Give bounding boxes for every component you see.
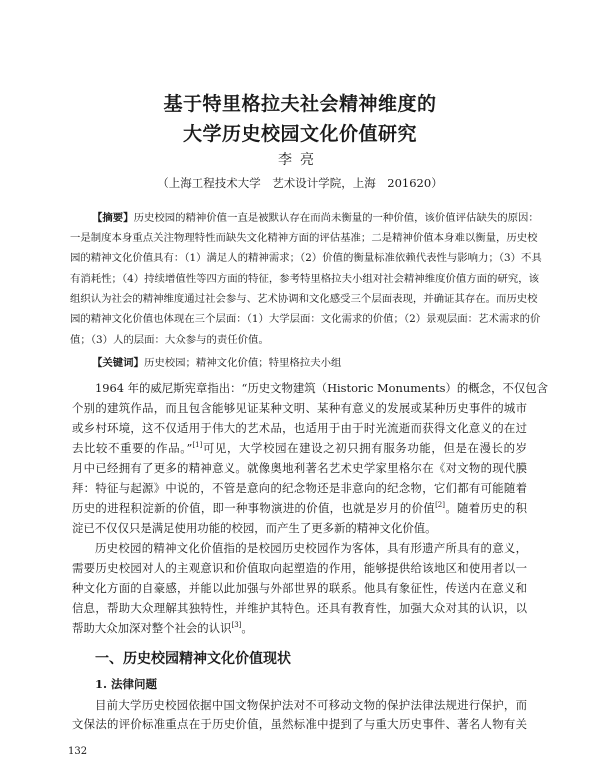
body-line: 目前大学历史校园依据中国文物保护法对不可移动文物的保护法律法规进行保护，而: [95, 698, 527, 712]
abstract-line: 园的精神文化价值具有：（1）满足人的精神需求；（2）价值的衡量标准依赖代表性与影响力；（3）不具: [70, 252, 542, 264]
paper-title-line-2: 大学历史校园文化价值研究: [182, 123, 417, 145]
body-line: 去比较不重要的作品。”[1]可见，大学校园在建设之初只拥有服务功能，但是在漫长的岁: [72, 441, 527, 455]
body-line: 拜：特征与起源》中说的，不管是意向的纪念物还是非意向的纪念物，它们都有可能随着: [72, 481, 527, 495]
citation-ref: [3]: [231, 621, 242, 630]
abstract-line: 园的精神文化价值也体现在三个层面：（1）大学层面：文化需求的价值；（2）景观层面：艺术需求的价: [70, 313, 541, 325]
body-line: 淀已不仅仅只是满足使用功能的校园，而产生了更多新的精神文化价值。: [72, 521, 437, 535]
keywords-text: 历史校园；精神文化价值；特里格拉夫小组: [143, 357, 342, 369]
page-number: 132: [68, 746, 88, 757]
body-line: 个别的建筑作品，而且包含能够见证某种文明、某种有意义的发展或某种历史事件的城市: [72, 401, 527, 415]
section-heading: 一、历史校园精神文化价值现状: [95, 651, 291, 667]
abstract-line: 【摘要】历史校园的精神价值一直是被默认存在而尚未衡量的一种价值，该价值评估缺失的原因：: [92, 212, 539, 224]
citation-ref: [1]: [192, 441, 203, 450]
body-line: 或乡村环境，这不仅适用于伟大的艺术品，也适用于由于时光流逝而获得文化意义的在过: [72, 421, 527, 435]
body-line: 需要历史校园对人的主观意识和价值取向起塑造的作用，能够提供给该地区和使用者以一: [72, 561, 527, 575]
body-line: 月中已经拥有了更多的精神意义。就像奥地利著名艺术史学家里格尔在《对文物的现代膜: [72, 461, 527, 475]
body-line: 种文化方面的自豪感，并能以此加强与外部世界的联系。他具有象征性，传送内在意义和: [72, 581, 527, 595]
body-line: 1964 年的威尼斯宪章指出：“历史文物建筑（Historic Monuments）的概念，不仅包含: [95, 381, 549, 395]
abstract-line: 组织认为社会的精神维度通过社会参与、艺术协调和文化感受三个层面表现，并确证其存在。而历史校: [70, 293, 538, 305]
keywords-label: 【关键词】: [92, 357, 144, 369]
body-line: 帮助大众加深对整个社会的认识[3]。: [72, 621, 253, 635]
author-name: 李亮: [278, 152, 322, 168]
body-line: 信息，帮助大众理解其独特性，并维护其特色。还具有教育性，加强大众对其的认识，以: [72, 601, 527, 615]
abstract-label: 【摘要】: [92, 212, 134, 224]
subsection-heading: 1. 法律问题: [95, 677, 158, 691]
abstract-line: 值；（3）人的层面：大众参与的责任价值。: [70, 334, 269, 346]
author-affiliation: （上海工程技术大学 艺术设计学院，上海 201620）: [157, 176, 443, 190]
body-line: 历史的进程积淀新的价值，即一种事物演进的价值，也就是岁月的价值[2]。随着历史的积: [72, 501, 527, 515]
keywords-line: [92, 356, 532, 370]
paper-title-line-1: 基于特里格拉夫社会精神维度的: [163, 93, 437, 115]
abstract-line: 一是制度本身重点关注物理特性而缺失文化精神方面的评估基准；二是精神价值本身难以衡量，历史校: [70, 232, 538, 244]
body-line: 历史校园的精神文化价值指的是校园历史校园作为客体，具有形遗产所具有的意义，: [95, 541, 527, 555]
citation-ref: [2]: [435, 501, 445, 510]
body-line: 文保法的评价标准重点在于历史价值，虽然标准中提到了与重大历史事件、著名人物有关: [72, 717, 527, 731]
abstract-line: 有消耗性；（4）持续增值性等四方面的特征，参考特里格拉夫小组对社会精神维度价值方面的研究，该: [70, 273, 539, 285]
